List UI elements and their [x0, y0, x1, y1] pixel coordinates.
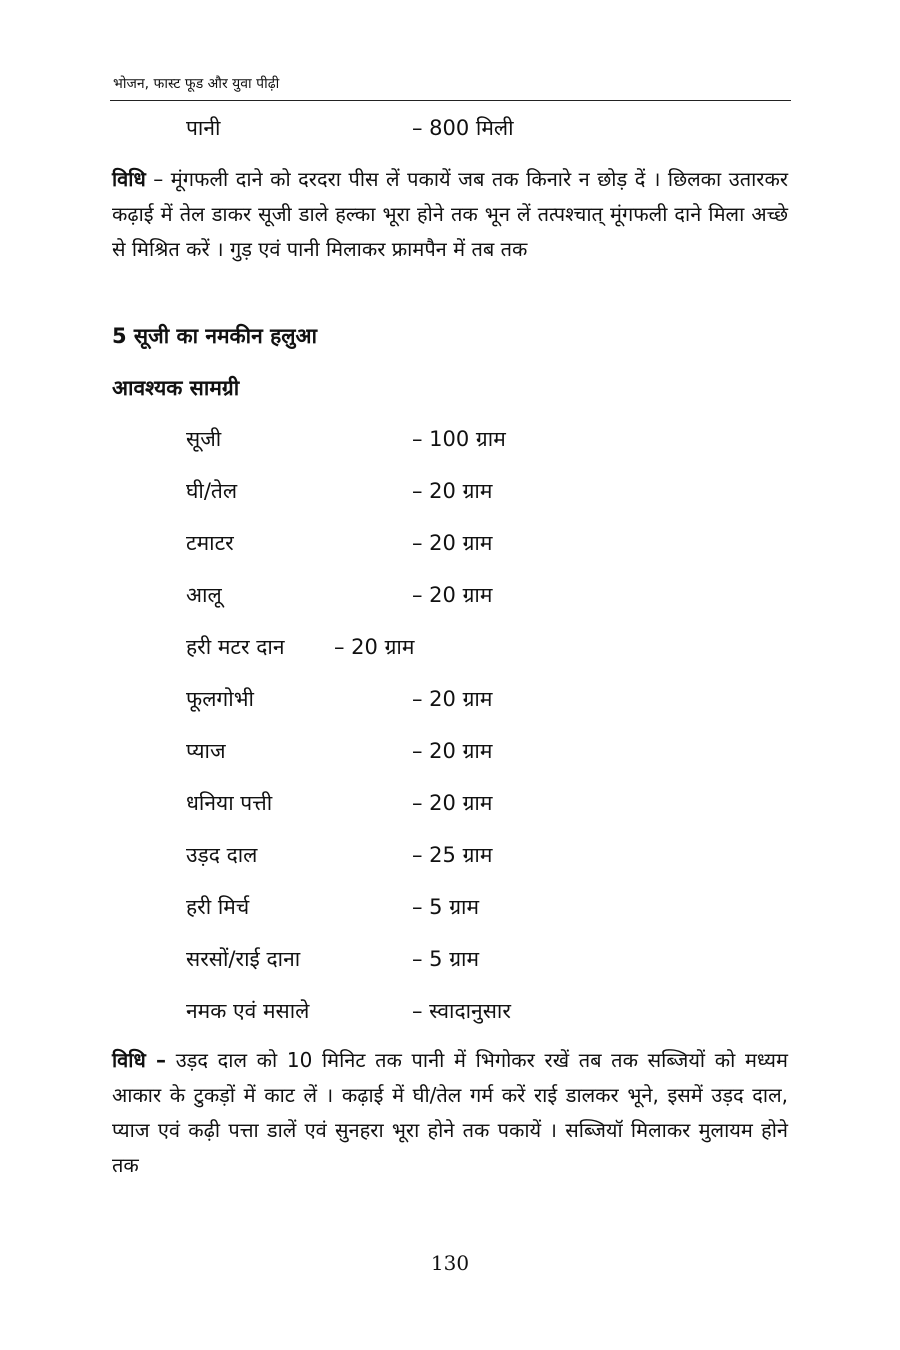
ingredient-qty: – 20 ग्राम — [412, 791, 493, 815]
ingredient-name: टमाटर — [186, 531, 234, 555]
ingredient-qty: – 20 ग्राम — [334, 635, 415, 659]
ingredient-qty: – स्वादानुसार — [412, 999, 511, 1023]
ingredient-name: सरसों/राई दाना — [186, 947, 301, 971]
ingredient-row — [186, 580, 686, 632]
ingredient-name: नमक एवं मसाले — [186, 999, 310, 1023]
ingredient-name: घी/तेल — [186, 479, 238, 503]
ingredient-name: पानी — [186, 116, 221, 140]
ingredient-row-carryover — [186, 114, 514, 142]
ingredient-name: सूजी — [186, 427, 222, 451]
ingredient-qty: – 20 ग्राम — [412, 583, 493, 607]
ingredient-row — [186, 840, 686, 892]
page-number: 130 — [430, 1251, 470, 1275]
ingredient-qty: – 100 ग्राम — [412, 427, 506, 451]
method-label: विधि – — [112, 1048, 167, 1072]
ingredient-qty: – 5 ग्राम — [412, 895, 480, 919]
running-head: भोजन, फास्ट फूड और युवा पीढ़ी — [113, 76, 280, 92]
ingredient-row — [186, 476, 686, 528]
ingredient-row — [186, 632, 686, 684]
method-label: विधि — [112, 167, 146, 191]
ingredient-qty: – 20 ग्राम — [412, 479, 493, 503]
method-text: उड़द दाल को 10 मिनिट तक पानी में भिगोकर रखें तब तक सब्जियों को मध्यम आकार के टुकड़ों में काट लें । कढ़ाई में घी/तेल गर्म करें राई डालकर भूने, इसमें उड़द दाल, प्याज एवं कढ़ी पत्ता डालें एवं सुनहरा भूरा होने तक पकायें । सब्जियॉ मिलाकर मुलायम होने तक — [112, 1048, 788, 1177]
ingredient-name: हरी मिर्च — [186, 895, 250, 919]
ingredient-qty: – 20 ग्राम — [412, 687, 493, 711]
ingredient-row — [186, 944, 686, 996]
method-paragraph-1 — [112, 162, 788, 267]
ingredient-row — [186, 684, 686, 736]
ingredient-row — [186, 424, 686, 476]
ingredient-list — [186, 424, 686, 1048]
ingredient-row — [186, 996, 686, 1048]
ingredient-name: धनिया पत्ती — [186, 791, 273, 815]
ingredient-name: आलू — [186, 583, 222, 607]
ingredient-name: उड़द दाल — [186, 843, 258, 867]
ingredient-row — [186, 736, 686, 788]
ingredient-qty: – 20 ग्राम — [412, 531, 493, 555]
ingredient-qty: – 20 ग्राम — [412, 739, 493, 763]
method-paragraph-2 — [112, 1043, 788, 1183]
header-rule — [110, 100, 791, 101]
ingredient-name: प्याज — [186, 739, 226, 763]
ingredient-qty: – 5 ग्राम — [412, 947, 480, 971]
recipe-title: 5 सूजी का नमकीन हलुआ — [112, 324, 317, 348]
ingredient-name: हरी मटर दान — [186, 635, 285, 659]
method-text: – मूंगफली दाने को दरदरा पीस लें पकायें जब तक किनारे न छोड़ दें । छिलका उतारकर कढ़ाई में तेल डाकर सूजी डाले हल्का भूरा होने तक भून लें तत्पश्चात् मूंगफली दाने मिला अच्छे से मिश्रित करें । गुड़ एवं पानी मिलाकर फ्रामपैन में तब तक — [112, 167, 788, 261]
ingredient-row — [186, 892, 686, 944]
ingredient-row — [186, 528, 686, 580]
ingredient-qty: – 25 ग्राम — [412, 843, 493, 867]
materials-heading: आवश्यक सामग्री — [112, 376, 240, 400]
ingredient-qty: – 800 मिली — [412, 116, 514, 140]
ingredient-name: फूलगोभी — [186, 687, 254, 711]
ingredient-row — [186, 788, 686, 840]
